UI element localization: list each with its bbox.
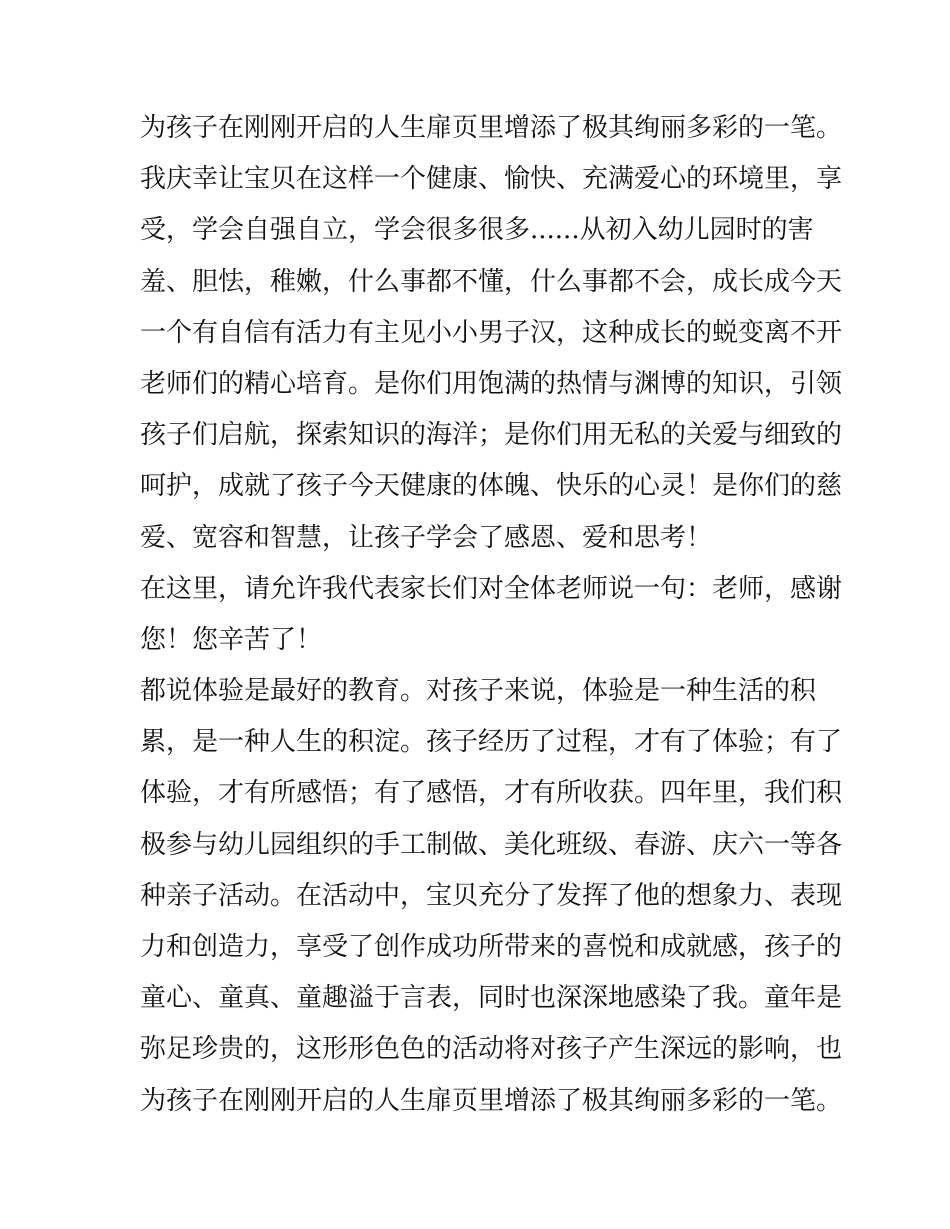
text-line: 力和创造力，享受了创作成功所带来的喜悦和成就感，孩子的 xyxy=(140,932,843,962)
text-line: 种亲子活动。在活动中，宝贝充分了发挥了他的想象力、表现 xyxy=(140,880,843,911)
text-line: 童心、童真、童趣溢于言表，同时也深深地感染了我。童年是 xyxy=(140,983,843,1014)
text-line: 您！您辛苦了！ xyxy=(140,624,323,655)
text-line: 我庆幸让宝贝在这样一个健康、愉快、充满爱心的环境里，享 xyxy=(140,164,843,195)
text-line: 累，是一种人生的积淀。孩子经历了过程，才有了体验；有了 xyxy=(140,727,843,758)
text-line: 爱、宽容和智慧，让孩子学会了感恩、爱和思考！ xyxy=(140,522,713,553)
text-line: 羞、胆怯，稚嫩，什么事都不懂，什么事都不会，成长成今天 xyxy=(140,266,843,297)
text-line: 呵护，成就了孩子今天健康的体魄、快乐的心灵！是你们的慈 xyxy=(140,471,843,502)
body-text xyxy=(140,103,843,1127)
text-line: 极参与幼儿园组织的手工制做、美化班级、春游、庆六一等各 xyxy=(140,829,843,860)
text-line: 一个有自信有活力有主见小小男子汉，这种成长的蜕变离不开 xyxy=(140,317,843,348)
text-line: 为孩子在刚刚开启的人生扉页里增添了极其绚丽多彩的一笔。 xyxy=(140,1085,843,1116)
text-line: 弥足珍贵的，这形形色色的活动将对孩子产生深远的影响，也 xyxy=(140,1034,843,1065)
text-line: 在这里，请允许我代表家长们对全体老师说一句：老师，感谢 xyxy=(140,573,843,604)
text-line: 受，学会自强自立，学会很多很多......从初入幼儿园时的害 xyxy=(140,215,814,246)
text-line: 体验，才有所感悟；有了感悟，才有所收获。四年里，我们积 xyxy=(140,778,843,809)
text-line: 孩子们启航，探索知识的海洋；是你们用无私的关爱与细致的 xyxy=(140,420,843,451)
text-line: 为孩子在刚刚开启的人生扉页里增添了极其绚丽多彩的一笔。 xyxy=(140,113,843,143)
text-line: 老师们的精心培育。是你们用饱满的热情与渊博的知识，引领 xyxy=(140,368,843,399)
text-line: 都说体验是最好的教育。对孩子来说，体验是一种生活的积 xyxy=(140,676,817,707)
